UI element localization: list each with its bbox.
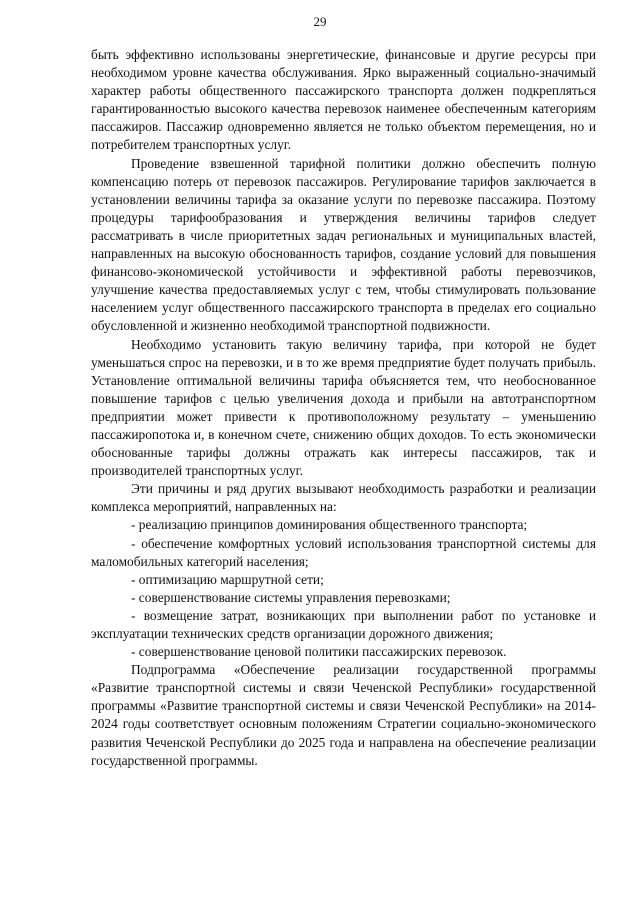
paragraph-subprogram: Подпрограмма «Обеспечение реализации государственной программы «Развитие транспортной системы и связи Чеченской Республики» государственной программы «Развитие транспортной системы и связи Чеченской Республики» на 2014-2024 годы соответствует основным положениям Стратегии социально-экономического развития Чеченской Республики до 2025 года и направлена на обеспечение реализации государственной программы. — [91, 662, 596, 768]
list-item-management: - совершенствование системы управления перевозками; — [131, 589, 451, 605]
page-number: 29 — [313, 14, 327, 29]
paragraph-continuation: быть эффективно использованы энергетические, финансовые и другие ресурсы при необходимом уровне качества обслуживания. Ярко выраженный социально-значимый характер работы общественного пассажирского транспорта должен подкрепляться гарантированностью высокого качества перевозок наименее обеспеченным категориям пассажиров. Пассажир одновременно является не только объектом перемещения, но и потребителем транспортных услуг. — [91, 47, 596, 153]
list-item-public-transport: - реализацию принципов доминирования общественного транспорта; — [131, 517, 528, 533]
list-item-cost-compensation: - возмещение затрат, возникающих при выполнении работ по установке и эксплуатации технических средств организации дорожного движения; — [91, 607, 596, 641]
paragraph-optimal-tariff: Необходимо установить такую величину тарифа, при которой не будет уменьшаться спрос на перевозки, и в то же время предприятие будет получать прибыль. Установление оптимальной величины тарифа объясняется тем, что необоснованное повышение тарифов с целью увеличения дохода и прибыли на автотранспортном предприятии может привести к противоположному результату – уменьшению пассажиропотока и, в конечном счете, снижению общих доходов. То есть экономически обоснованные тарифы должны отражать как интересы пассажиров, так и производителей транспортных услуг. — [91, 336, 596, 479]
list-item-pricing: - совершенствование ценовой политики пассажирских перевозок. — [131, 644, 507, 660]
paragraph-measures-intro: Эти причины и ряд других вызывают необходимость разработки и реализации комплекса мероприятий, направленных на: — [91, 481, 596, 515]
list-item-accessibility: - обеспечение комфортных условий использования транспортной системы для маломобильных категорий населения; — [91, 535, 596, 569]
body-text — [91, 46, 596, 770]
paragraph-tariff-policy: Проведение взвешенной тарифной политики должно обеспечить полную компенсацию потерь от перевозок пассажиров. Регулирование тарифов заключается в установлении величины тарифа за оказание услуги по перевозке пассажира. Поэтому процедуры тарифообразования и утверждения величины тарифов следует рассматривать в числе приоритетных задач региональных и муниципальных властей, направленных на высокую обоснованность тарифов, создание условий для повышения финансово-экономической устойчивости и эффективной работы перевозчиков, улучшение качества предоставляемых услуг с тем, чтобы стимулировать пользование населением услуг общественного пассажирского транспорта в пределах его социально обусловленной и жизненно необходимой транспортной подвижности. — [91, 155, 596, 334]
list-item-route-network: - оптимизацию маршрутной сети; — [131, 571, 324, 587]
